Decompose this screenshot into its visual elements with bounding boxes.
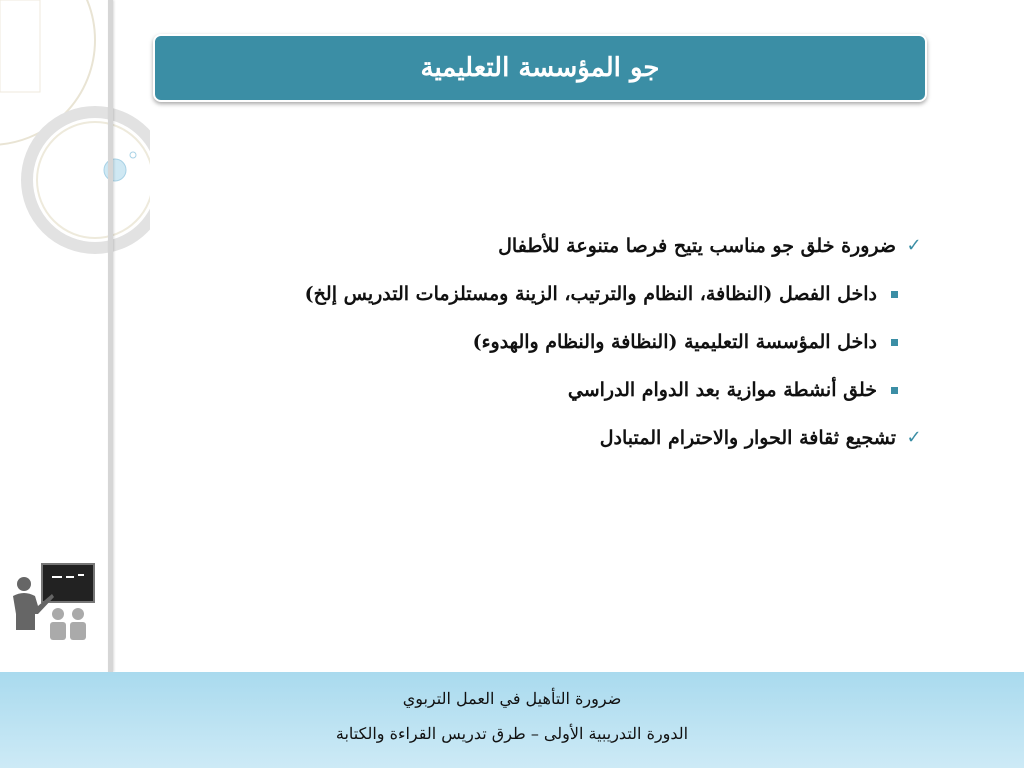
left-divider-line [108, 0, 113, 672]
footer-line-1: ضرورة التأهيل في العمل التربوي [402, 689, 622, 708]
list-item [180, 222, 922, 270]
slide-title: جو المؤسسة التعليمية [420, 53, 660, 83]
bullet-list [180, 222, 922, 462]
list-item-text: داخل المؤسسة التعليمية (النظافة والنظام والهدوء) [472, 330, 877, 353]
list-item-text: داخل الفصل (النظافة، النظام والترتيب، الزينة ومستلزمات التدريس إلخ) [304, 282, 877, 305]
list-item-text: تشجيع ثقافة الحوار والاحترام المتبادل [599, 426, 896, 449]
list-item [180, 414, 922, 462]
list-item [180, 318, 922, 366]
presenter-icon [8, 562, 98, 646]
title-bar [153, 34, 927, 102]
list-item-text: خلق أنشطة موازية بعد الدوام الدراسي [567, 378, 877, 401]
check-icon: ✓ [906, 235, 922, 257]
square-bullet-icon [891, 339, 898, 346]
footer [0, 672, 1024, 768]
square-bullet-icon [891, 387, 898, 394]
list-item [180, 366, 922, 414]
check-icon: ✓ [906, 427, 922, 449]
footer-line-2: الدورة التدريبية الأولى – طرق تدريس القراءة والكتابة [335, 724, 689, 743]
list-item-text: ضرورة خلق جو مناسب يتيح فرصا متنوعة للأطفال [498, 234, 896, 257]
list-item [180, 270, 922, 318]
square-bullet-icon [891, 291, 898, 298]
